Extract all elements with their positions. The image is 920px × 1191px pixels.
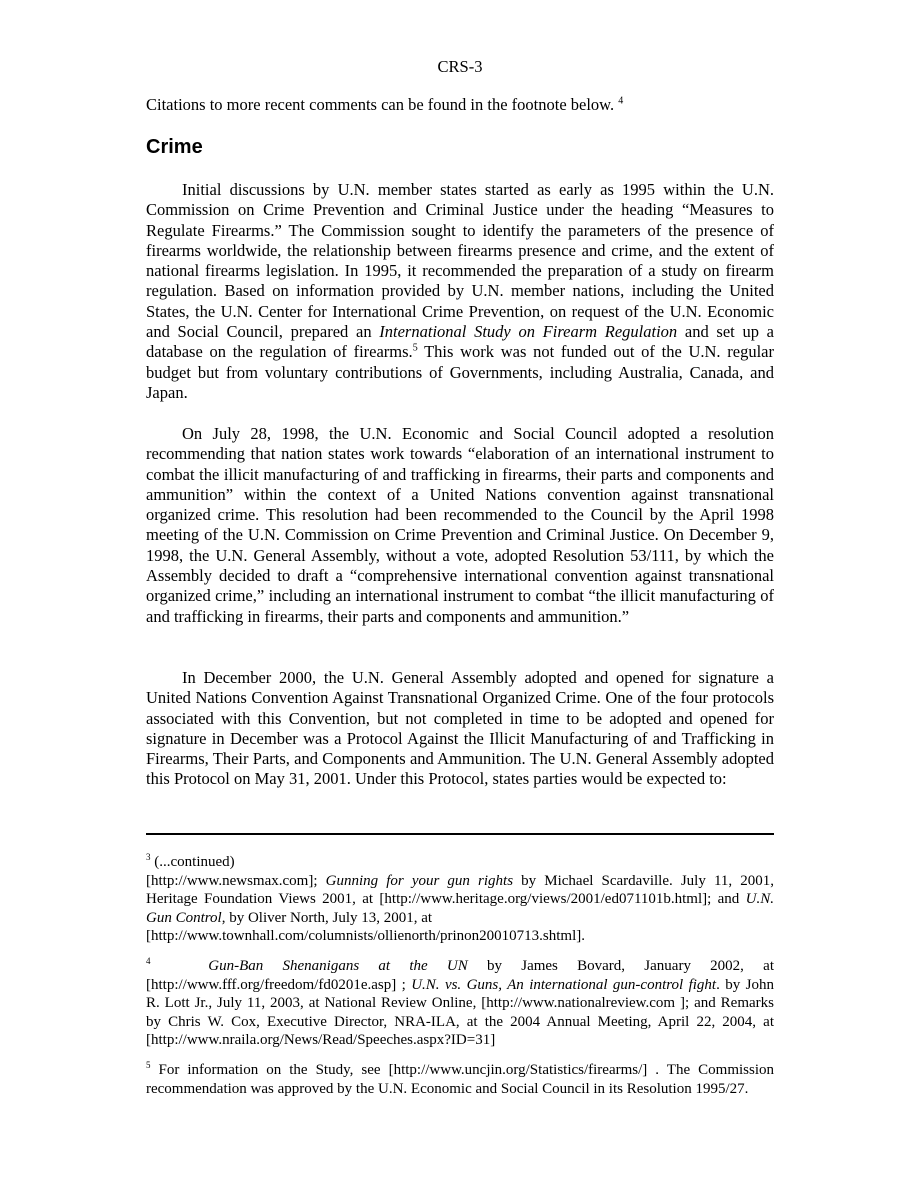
footnote-separator xyxy=(146,833,774,835)
study-title: International Study on Firearm Regulation xyxy=(379,322,678,342)
footnote-number: 4 xyxy=(146,956,151,966)
footnote-ref-5[interactable]: 5 xyxy=(412,342,418,354)
cited-title: U.N. Gun Control xyxy=(146,891,774,926)
section-heading: Crime xyxy=(146,136,203,158)
page-number-header: CRS-3 xyxy=(437,57,483,76)
footnote-3 xyxy=(146,853,774,946)
footnote-text: by James Bovard, January 2002, at [http://www.fff.org/freedom/fd0201e.asp] ; xyxy=(146,958,775,993)
footnote-text: , by Oliver North, July 13, 2001, at xyxy=(221,909,433,926)
paragraph-december-2000: In December 2000, the U.N. General Assembly adopted and opened for signature a United Nations Convention Against Transnational Organized Crime. One of the four protocols associated with this Convention, but not completed in time to be adopted and opened for signature in December was a Protocol Against the Illicit Manufacturing of and Trafficking in Firearms, Their Parts, and Components and Ammunition. The U.N. General Assembly adopted this Protocol on May 31, 2001. Under this Protocol, states parties would be expected to: xyxy=(146,668,774,789)
footnote-text: For information on the Study, see [http://www.uncjin.org/Statistics/firearms/] . The Commission recommendation was approved by the U.N. Economic and Social Council in its Resolution 1995/27. xyxy=(146,1062,774,1097)
footnote-number: 5 xyxy=(146,1060,151,1070)
cited-title: U.N. vs. Guns, An international gun-control fight xyxy=(411,976,717,993)
footnote-4 xyxy=(146,957,774,1050)
cited-title: Gunning for your gun rights xyxy=(325,872,514,889)
paragraph-text: Initial discussions by U.N. member states started as early as 1995 within the U.N. Commission on Crime Prevention and Criminal Justice under the heading “Measures to Regulate Firearms.” The Commission sought to identify the parameters of the presence of firearms worldwide, the relationship between firearms presence and crime, and the extent of national firearms legislation. In 1995, it recommended the preparation of a study on firearm regulation. Based on information provided by U.N. member nations, including the United States, the U.N. Center for International Crime Prevention, on request of the U.N. Economic and Social Council, prepared an xyxy=(146,180,774,342)
footnote-number: 3 xyxy=(146,852,151,862)
footnote-text: . by John R. Lott Jr., July 11, 2003, at National Review Online, [http://www.nationalreview.com ]; and Remarks by Chris W. Cox, Executive Director, NRA-ILA, at the 2004 Annual Meeting, April 22, 2004, at [http://www.nraila.org/News/Read/Speeches.aspx?ID=31] xyxy=(146,976,774,1049)
footnote-text: [http://www.newsmax.com]; xyxy=(146,872,326,889)
footnote-continued: (...continued) xyxy=(150,854,235,870)
footnote-text: by Michael Scardaville. July 11, 2001, Heritage Foundation Views 2001, at [http://www.heritage.org/views/2001/ed071101b.html]; and xyxy=(146,872,774,908)
footnote-ref-4[interactable]: 4 xyxy=(618,95,624,107)
paragraph-july-1998: On July 28, 1998, the U.N. Economic and Social Council adopted a resolution recommending that nation states work towards “elaboration of an international instrument to combat the illicit manufacturing of and trafficking in firearms, their parts and components and ammunition” within the context of a United Nations convention against transnational organized crime. This resolution had been recommended to the Council by the April 1998 meeting of the U.N. Commission on Crime Prevention and Criminal Justice. On December 9, 1998, the U.N. General Assembly, without a vote, adopted Resolution 53/111, by which the Assembly decided to draft a “comprehensive international convention against transnational organized crime,” including an international instrument to combat “the illicit manufacturing of and trafficking in firearms, their parts and components and ammunition.” xyxy=(146,424,774,626)
cited-title: Gun-Ban Shenanigans at the UN xyxy=(208,958,468,974)
footnote-5 xyxy=(146,1061,774,1098)
paragraph-text: and set up a database on the regulation of firearms. xyxy=(146,322,774,362)
paragraph-initial-discussions xyxy=(146,180,774,403)
paragraph-text: This work was not funded out of the U.N. regular budget but from voluntary contributions of Governments, including Australia, Canada, and Japan. xyxy=(146,342,774,402)
footnote-url-line: [http://www.townhall.com/columnists/ollienorth/prinon20010713.shtml]. xyxy=(146,928,585,945)
intro-sentence xyxy=(146,95,774,115)
intro-text: Citations to more recent comments can be found in the footnote below. xyxy=(146,95,619,114)
